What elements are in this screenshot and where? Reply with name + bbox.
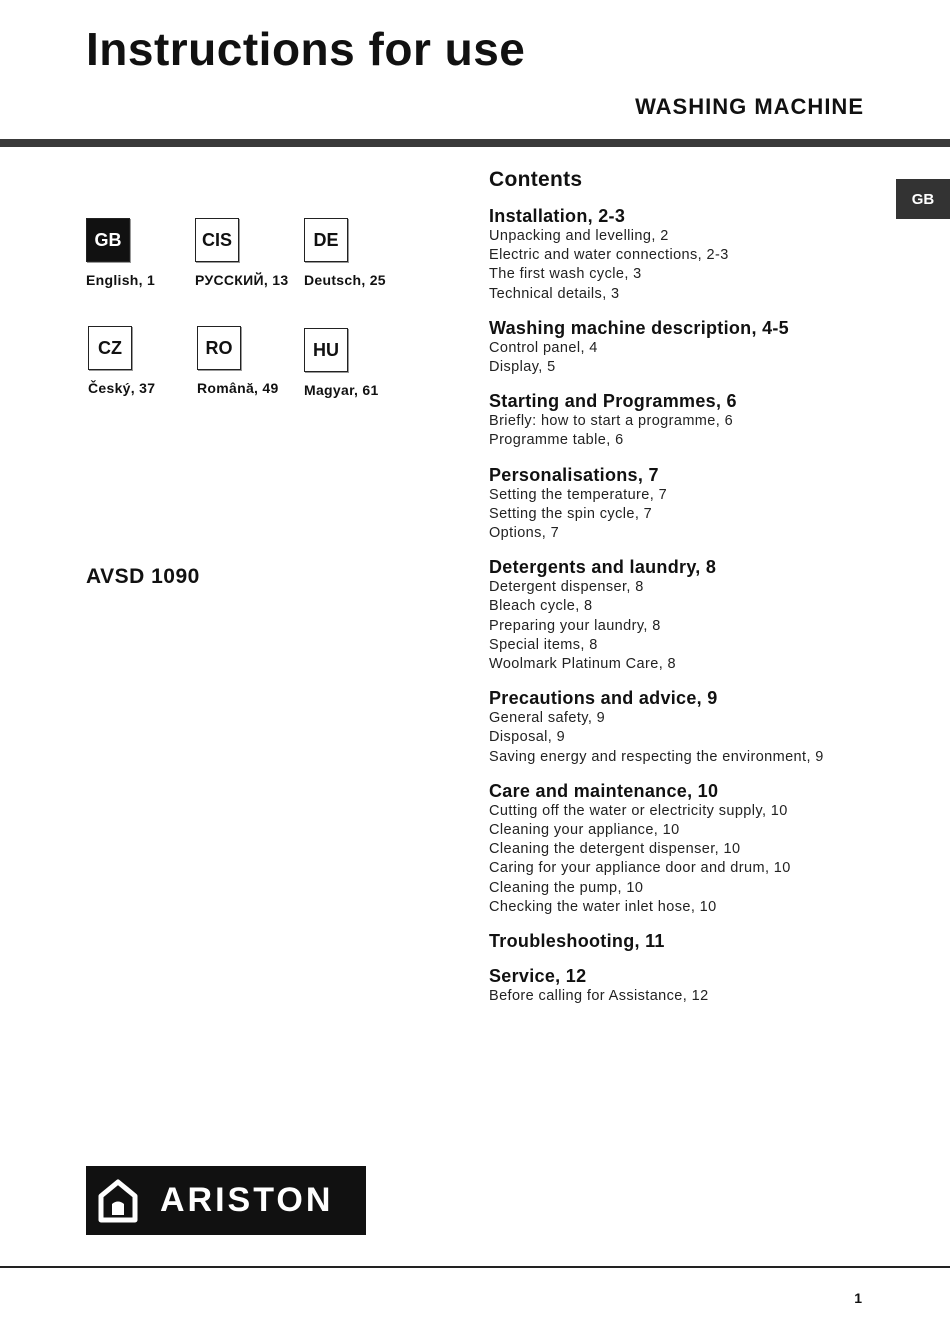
language-code-badge: HU (304, 328, 348, 372)
page-title: Instructions for use (86, 23, 526, 75)
toc-section-title[interactable]: Service, 12 (489, 966, 587, 987)
toc-section-title[interactable]: Installation, 2-3 (489, 206, 626, 226)
toc-item[interactable]: Saving energy and respecting the environment, 9 (489, 748, 824, 765)
language-label: РУССКИЙ, 13 (195, 272, 289, 288)
toc-section (489, 390, 889, 450)
model-number: AVSD 1090 (86, 565, 200, 588)
contents-heading: Contents (489, 168, 583, 191)
language-hu[interactable] (304, 328, 424, 398)
toc-item[interactable]: Special items, 8 (489, 636, 598, 653)
toc-item[interactable]: Preparing your laundry, 8 (489, 617, 661, 634)
language-label: Český, 37 (88, 380, 156, 396)
toc-item[interactable]: Checking the water inlet hose, 10 (489, 898, 717, 915)
toc-section (489, 464, 889, 544)
toc-item[interactable]: Bleach cycle, 8 (489, 598, 593, 615)
toc-section-title[interactable]: Detergents and laundry, 8 (489, 557, 717, 578)
toc-item[interactable]: Programme table, 6 (489, 432, 624, 449)
toc-item[interactable]: Setting the temperature, 7 (489, 486, 668, 503)
toc-item[interactable]: Cleaning your appliance, 10 (489, 822, 680, 839)
toc-item[interactable]: Electric and water connections, 2-3 (489, 247, 729, 264)
toc-section (489, 317, 889, 377)
toc-item[interactable]: Options, 7 (489, 525, 560, 542)
toc-item[interactable]: Control panel, 4 (489, 339, 598, 356)
toc-section-title[interactable]: Starting and Programmes, 6 (489, 391, 737, 412)
toc-section (489, 556, 889, 674)
toc-section (489, 965, 889, 1006)
toc-section-title[interactable]: Troubleshooting, 11 (489, 931, 665, 952)
toc-section-title[interactable]: Personalisations, 7 (489, 464, 659, 485)
header-divider (0, 139, 950, 147)
footer-divider (0, 1266, 950, 1268)
toc-item[interactable]: Cutting off the water or electricity supply, 10 (489, 802, 788, 819)
toc-item[interactable]: Briefly: how to start a programme, 6 (489, 413, 734, 430)
language-label: Română, 49 (197, 380, 279, 396)
toc-item[interactable]: Technical details, 3 (489, 285, 620, 302)
toc-item[interactable]: Caring for your appliance door and drum, 10 (489, 860, 791, 877)
language-code-badge: DE (304, 218, 348, 262)
toc-section (489, 687, 889, 767)
language-label: Deutsch, 25 (304, 272, 386, 288)
language-code-badge: RO (197, 326, 241, 370)
toc-item[interactable]: General safety, 9 (489, 710, 606, 727)
toc-section (489, 930, 889, 952)
toc-item[interactable]: Unpacking and levelling, 2 (489, 228, 669, 244)
language-cz[interactable] (88, 326, 208, 396)
toc-item[interactable]: Detergent dispenser, 8 (489, 579, 644, 596)
product-type: WASHING MACHINE (635, 94, 864, 119)
language-code-badge: CZ (88, 326, 132, 370)
toc-item[interactable]: Setting the spin cycle, 7 (489, 505, 653, 522)
toc-section (489, 205, 889, 304)
language-cis[interactable] (195, 218, 315, 288)
toc-item[interactable]: Cleaning the pump, 10 (489, 879, 644, 896)
toc-section-title[interactable]: Care and maintenance, 10 (489, 780, 719, 801)
toc-item[interactable]: Woolmark Platinum Care, 8 (489, 656, 677, 673)
ariston-logo (86, 1166, 366, 1235)
toc-item[interactable]: Display, 5 (489, 359, 556, 376)
brand-name: ARISTON (160, 1181, 334, 1219)
toc-section-title[interactable]: Precautions and advice, 9 (489, 688, 718, 709)
house-icon (98, 1179, 138, 1223)
language-gb[interactable] (86, 218, 206, 288)
language-code-badge: CIS (195, 218, 239, 262)
language-side-tab: GB (896, 179, 950, 219)
toc-section-title[interactable]: Washing machine description, 4-5 (489, 317, 789, 338)
toc-item[interactable]: The first wash cycle, 3 (489, 266, 642, 283)
language-de[interactable] (304, 218, 424, 288)
toc-item[interactable]: Disposal, 9 (489, 729, 566, 746)
toc-item[interactable]: Before calling for Assistance, 12 (489, 988, 709, 1005)
page-number: 1 (854, 1290, 862, 1306)
language-label: English, 1 (86, 272, 156, 288)
toc-section (489, 780, 889, 917)
toc-item[interactable]: Cleaning the detergent dispenser, 10 (489, 841, 741, 858)
language-ro[interactable] (197, 326, 317, 396)
table-of-contents (489, 168, 889, 1019)
language-code-badge: GB (86, 218, 130, 262)
language-label: Magyar, 61 (304, 382, 379, 398)
